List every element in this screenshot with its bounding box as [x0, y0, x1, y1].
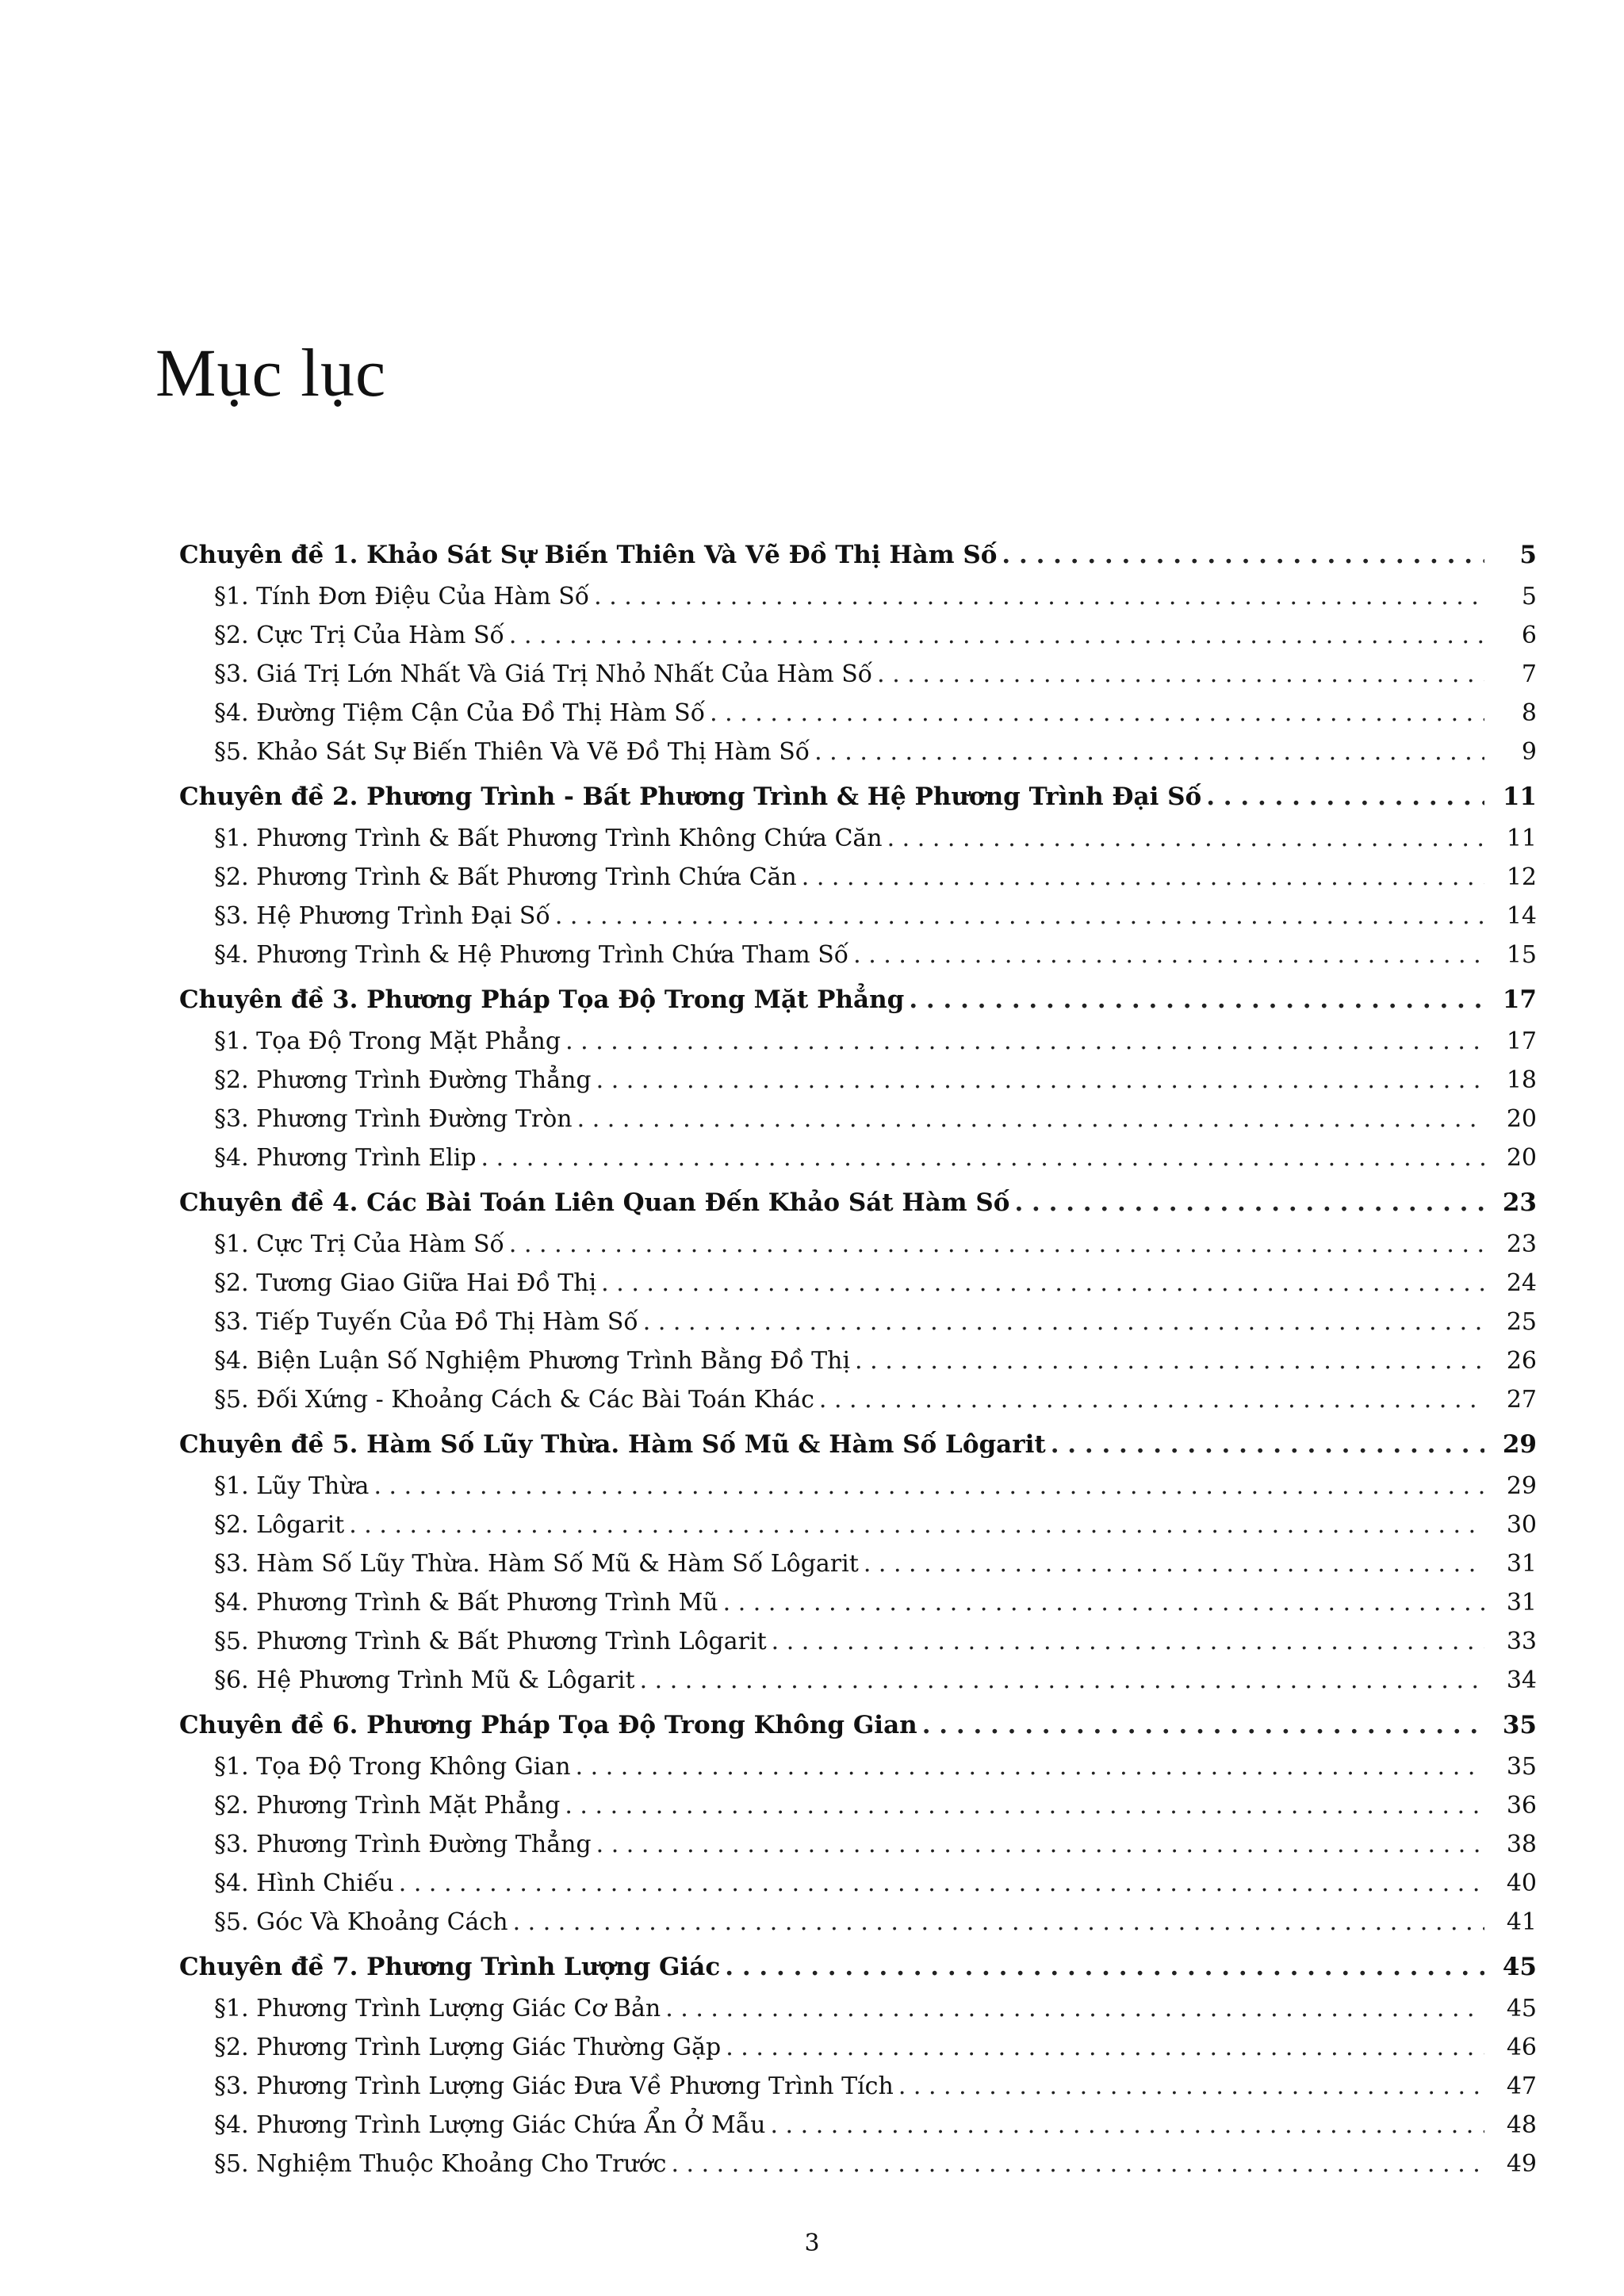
toc-section-entry[interactable] [179, 897, 1537, 936]
toc-chapter [179, 778, 1537, 974]
toc-section-page[interactable]: 34 [1506, 1667, 1537, 1694]
dot-leader [770, 2106, 1484, 2145]
toc-section-entry[interactable] [179, 1989, 1537, 2028]
toc-section-entry[interactable] [179, 655, 1537, 694]
toc-section-entry[interactable] [179, 2067, 1537, 2106]
toc-chapter-page[interactable]: 35 [1502, 1711, 1537, 1739]
dot-leader [909, 981, 1484, 1020]
toc-section-page[interactable]: 41 [1506, 1908, 1537, 1936]
toc-section-page[interactable]: 29 [1506, 1472, 1537, 1500]
toc-section-entry[interactable] [179, 1100, 1537, 1138]
dot-leader [671, 2145, 1484, 2183]
toc-section-entry[interactable] [179, 1264, 1537, 1303]
toc-section-page[interactable]: 7 [1521, 660, 1537, 688]
toc-section-title[interactable]: §3. Hàm Số Lũy Thừa. Hàm Số Mũ & Hàm Số Lôgarit [214, 1550, 859, 1578]
toc-chapter [179, 536, 1537, 771]
dot-leader [665, 1989, 1484, 2028]
toc-chapter-title[interactable]: Chuyên đề 7. Phương Trình Lượng Giác [179, 1953, 721, 1981]
dot-leader [373, 1467, 1484, 1506]
toc-section-title[interactable]: §4. Phương Trình & Bất Phương Trình Mũ [214, 1589, 718, 1617]
toc-chapter-page[interactable]: 5 [1519, 541, 1537, 569]
dot-leader [802, 858, 1484, 897]
dot-leader [576, 1747, 1484, 1786]
toc-chapter-entry[interactable] [179, 1948, 1537, 1989]
toc-chapter-entry[interactable] [179, 1184, 1537, 1225]
toc-section-title[interactable]: §3. Phương Trình Đường Tròn [214, 1105, 573, 1133]
toc-section-entry[interactable] [179, 1825, 1537, 1864]
dot-leader [596, 1825, 1484, 1864]
toc-section-entry[interactable] [179, 1303, 1537, 1341]
toc-chapter-title[interactable]: Chuyên đề 5. Hàm Số Lũy Thừa. Hàm Số Mũ & Hàm Số Lôgarit [179, 1430, 1046, 1459]
toc-section-entry[interactable] [179, 2028, 1537, 2067]
toc-section-title[interactable]: §1. Phương Trình & Bất Phương Trình Không Chứa Căn [214, 825, 883, 852]
dot-leader [481, 1138, 1484, 1177]
toc-section-title[interactable]: §6. Hệ Phương Trình Mũ & Lôgarit [214, 1667, 635, 1694]
dot-leader [643, 1303, 1484, 1341]
toc-chapter-page[interactable]: 45 [1502, 1953, 1537, 1981]
dot-leader [399, 1864, 1484, 1903]
toc-section-page[interactable]: 14 [1506, 902, 1537, 930]
toc-section-title[interactable]: §1. Lũy Thừa [214, 1472, 370, 1500]
toc-section-page[interactable]: 48 [1506, 2111, 1537, 2139]
toc-chapter-page[interactable]: 23 [1502, 1188, 1537, 1217]
toc-section-entry[interactable] [179, 1903, 1537, 1942]
dot-leader [1002, 536, 1484, 575]
toc-section-title[interactable]: §1. Tọa Độ Trong Mặt Phẳng [214, 1027, 561, 1055]
toc-chapter-page[interactable]: 29 [1502, 1430, 1537, 1459]
toc-section-entry[interactable] [179, 1467, 1537, 1506]
toc-section-title[interactable]: §1. Tọa Độ Trong Không Gian [214, 1753, 571, 1781]
toc-section-page[interactable]: 9 [1521, 738, 1537, 766]
toc-section-entry[interactable] [179, 1341, 1537, 1380]
dot-leader [601, 1264, 1484, 1303]
toc-section-entry[interactable] [179, 1661, 1537, 1700]
toc-section-page[interactable]: 8 [1521, 699, 1537, 727]
toc-section-page[interactable]: 24 [1506, 1269, 1537, 1297]
toc-section-entry[interactable] [179, 1622, 1537, 1661]
toc-chapter-entry[interactable] [179, 536, 1537, 577]
dot-leader [1051, 1425, 1484, 1464]
page-title: Mục lục [155, 335, 387, 411]
dot-leader [555, 897, 1484, 936]
toc-section-title[interactable]: §1. Tính Đơn Điệu Của Hàm Số [214, 583, 590, 610]
dot-leader [1206, 778, 1484, 817]
toc-section-entry[interactable] [179, 1583, 1537, 1622]
toc-section-title[interactable]: §5. Góc Và Khoảng Cách [214, 1908, 508, 1936]
toc-section-entry[interactable] [179, 1061, 1537, 1100]
dot-leader [725, 1948, 1484, 1987]
toc-section-entry[interactable] [179, 1380, 1537, 1419]
toc-section-title[interactable]: §4. Phương Trình & Hệ Phương Trình Chứa Tham Số [214, 941, 849, 969]
toc-section-page[interactable]: 35 [1506, 1753, 1537, 1781]
toc-section-page[interactable]: 6 [1521, 622, 1537, 649]
dot-leader [887, 819, 1484, 858]
dot-leader [594, 577, 1484, 616]
toc-section-title[interactable]: §2. Tương Giao Giữa Hai Đồ Thị [214, 1269, 597, 1297]
toc-section-entry[interactable] [179, 1225, 1537, 1264]
toc-section-page[interactable]: 5 [1521, 583, 1537, 610]
toc-section-title[interactable]: §4. Biện Luận Số Nghiệm Phương Trình Bằng Đồ Thị [214, 1347, 851, 1375]
toc-chapter [179, 981, 1537, 1177]
toc-section-title[interactable]: §2. Phương Trình Đường Thẳng [214, 1066, 592, 1094]
toc-chapter-page[interactable]: 17 [1502, 985, 1537, 1014]
dot-leader [509, 616, 1484, 655]
toc-section-title[interactable]: §4. Hình Chiếu [214, 1869, 394, 1897]
table-of-contents [179, 536, 1537, 2190]
toc-section-entry[interactable] [179, 733, 1537, 771]
toc-section-entry[interactable] [179, 2145, 1537, 2183]
toc-chapter-title[interactable]: Chuyên đề 2. Phương Trình - Bất Phương Trình & Hệ Phương Trình Đại Số [179, 783, 1202, 811]
toc-section-entry[interactable] [179, 936, 1537, 974]
dot-leader [349, 1506, 1484, 1544]
toc-section-entry[interactable] [179, 577, 1537, 616]
toc-section-page[interactable]: 18 [1506, 1066, 1537, 1094]
toc-chapter-entry[interactable] [179, 778, 1537, 819]
toc-section-page[interactable]: 20 [1506, 1105, 1537, 1133]
toc-section-title[interactable]: §3. Phương Trình Lượng Giác Đưa Về Phương Trình Tích [214, 2072, 894, 2100]
toc-chapter-page[interactable]: 11 [1502, 783, 1537, 811]
toc-chapter [179, 1184, 1537, 1419]
toc-section-title[interactable]: §3. Phương Trình Đường Thẳng [214, 1831, 592, 1858]
toc-section-title[interactable]: §3. Giá Trị Lớn Nhất Và Giá Trị Nhỏ Nhất Của Hàm Số [214, 660, 873, 688]
toc-section-title[interactable]: §2. Cực Trị Của Hàm Số [214, 622, 504, 649]
toc-section-title[interactable]: §4. Phương Trình Elip [214, 1144, 477, 1172]
toc-section-entry[interactable] [179, 819, 1537, 858]
toc-section-entry[interactable] [179, 1138, 1537, 1177]
toc-section-entry[interactable] [179, 1022, 1537, 1061]
toc-chapter-entry[interactable] [179, 1706, 1537, 1747]
dot-leader [565, 1022, 1484, 1061]
dot-leader [596, 1061, 1484, 1100]
dot-leader [819, 1380, 1484, 1419]
toc-section-page[interactable]: 15 [1506, 941, 1537, 969]
toc-section-title[interactable]: §3. Tiếp Tuyến Của Đồ Thị Hàm Số [214, 1308, 638, 1336]
dot-leader [772, 1622, 1484, 1661]
dot-leader [513, 1903, 1484, 1942]
page-number: 3 [804, 2229, 820, 2257]
toc-section-page[interactable]: 20 [1506, 1144, 1537, 1172]
dot-leader [814, 733, 1484, 771]
toc-section-entry[interactable] [179, 2106, 1537, 2145]
toc-section-page[interactable]: 45 [1506, 1995, 1537, 2022]
toc-section-entry[interactable] [179, 616, 1537, 655]
toc-section-title[interactable]: §4. Phương Trình Lượng Giác Chứa Ẩn Ở Mẫu [214, 2111, 766, 2139]
toc-chapter-entry[interactable] [179, 1425, 1537, 1467]
dot-leader [898, 2067, 1484, 2106]
toc-section-page[interactable]: 25 [1506, 1308, 1537, 1336]
toc-chapter-title[interactable]: Chuyên đề 4. Các Bài Toán Liên Quan Đến Khảo Sát Hàm Số [179, 1188, 1010, 1217]
toc-section-page[interactable]: 38 [1506, 1831, 1537, 1858]
toc-section-entry[interactable] [179, 858, 1537, 897]
toc-section-title[interactable]: §2. Lôgarit [214, 1511, 345, 1539]
toc-section-title[interactable]: §1. Phương Trình Lượng Giác Cơ Bản [214, 1995, 661, 2022]
dot-leader [577, 1100, 1484, 1138]
toc-section-title[interactable]: §2. Phương Trình Mặt Phẳng [214, 1792, 561, 1820]
dot-leader [855, 1341, 1484, 1380]
toc-section-page[interactable]: 12 [1506, 863, 1537, 891]
toc-section-title[interactable]: §5. Nghiệm Thuộc Khoảng Cho Trước [214, 2150, 667, 2178]
dot-leader [853, 936, 1484, 974]
dot-leader [723, 1583, 1484, 1622]
toc-chapter [179, 1948, 1537, 2183]
toc-section-title[interactable]: §3. Hệ Phương Trình Đại Số [214, 902, 550, 930]
toc-section-page[interactable]: 36 [1506, 1792, 1537, 1820]
toc-section-page[interactable]: 17 [1506, 1027, 1537, 1055]
toc-section-entry[interactable] [179, 1786, 1537, 1825]
toc-chapter-title[interactable]: Chuyên đề 6. Phương Pháp Tọa Độ Trong Không Gian [179, 1711, 917, 1739]
dot-leader [565, 1786, 1484, 1825]
dot-leader [710, 694, 1484, 733]
dot-leader [726, 2028, 1484, 2067]
dot-leader [864, 1544, 1484, 1583]
toc-section-entry[interactable] [179, 1747, 1537, 1786]
toc-section-page[interactable]: 26 [1506, 1347, 1537, 1375]
dot-leader [640, 1661, 1484, 1700]
toc-section-title[interactable]: §5. Đối Xứng - Khoảng Cách & Các Bài Toán Khác [214, 1386, 814, 1414]
toc-section-page[interactable]: 30 [1506, 1511, 1537, 1539]
toc-section-entry[interactable] [179, 1864, 1537, 1903]
toc-section-page[interactable]: 31 [1506, 1589, 1537, 1617]
toc-section-title[interactable]: §5. Phương Trình & Bất Phương Trình Lôgarit [214, 1628, 767, 1655]
toc-section-title[interactable]: §5. Khảo Sát Sự Biến Thiên Và Vẽ Đồ Thị Hàm Số [214, 738, 810, 766]
toc-section-title[interactable]: §2. Phương Trình Lượng Giác Thường Gặp [214, 2034, 722, 2061]
toc-section-page[interactable]: 46 [1506, 2034, 1537, 2061]
toc-section-entry[interactable] [179, 1506, 1537, 1544]
toc-chapter [179, 1706, 1537, 1942]
toc-section-page[interactable]: 47 [1506, 2072, 1537, 2100]
toc-section-page[interactable]: 31 [1506, 1550, 1537, 1578]
toc-chapter-title[interactable]: Chuyên đề 1. Khảo Sát Sự Biến Thiên Và Vẽ Đồ Thị Hàm Số [179, 541, 998, 569]
toc-section-page[interactable]: 40 [1506, 1869, 1537, 1897]
dot-leader [1014, 1184, 1484, 1223]
dot-leader [922, 1706, 1484, 1745]
toc-section-page[interactable]: 11 [1506, 825, 1537, 852]
toc-section-page[interactable]: 23 [1506, 1230, 1537, 1258]
toc-chapter-title[interactable]: Chuyên đề 3. Phương Pháp Tọa Độ Trong Mặt Phẳng [179, 985, 905, 1014]
toc-section-page[interactable]: 27 [1506, 1386, 1537, 1414]
toc-section-entry[interactable] [179, 1544, 1537, 1583]
toc-section-page[interactable]: 33 [1506, 1628, 1537, 1655]
toc-section-entry[interactable] [179, 694, 1537, 733]
dot-leader [877, 655, 1484, 694]
toc-chapter-entry[interactable] [179, 981, 1537, 1022]
toc-section-page[interactable]: 49 [1506, 2150, 1537, 2178]
toc-section-title[interactable]: §1. Cực Trị Của Hàm Số [214, 1230, 504, 1258]
toc-section-title[interactable]: §4. Đường Tiệm Cận Của Đồ Thị Hàm Số [214, 699, 706, 727]
toc-section-title[interactable]: §2. Phương Trình & Bất Phương Trình Chứa Căn [214, 863, 797, 891]
dot-leader [509, 1225, 1484, 1264]
toc-chapter [179, 1425, 1537, 1700]
